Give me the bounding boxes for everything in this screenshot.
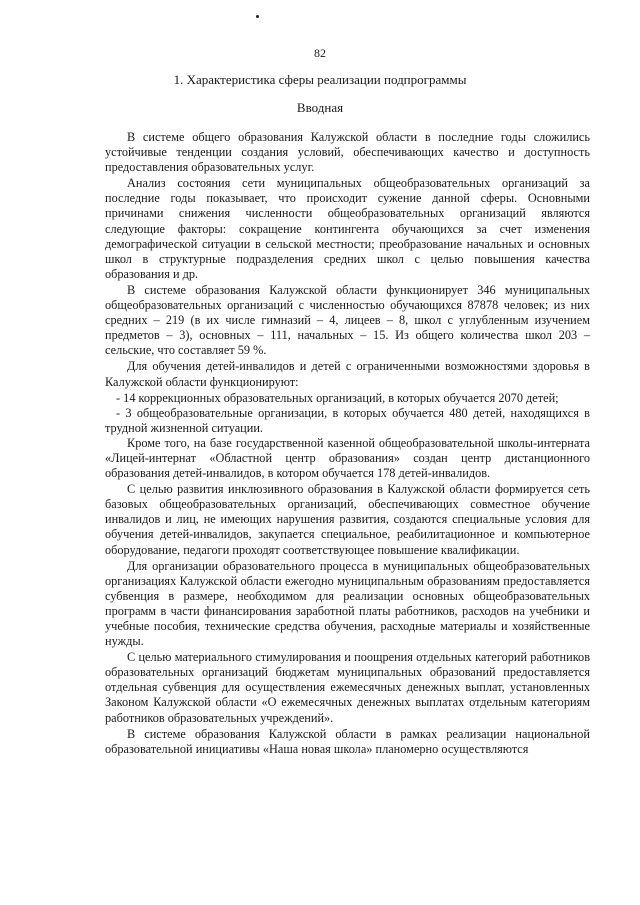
body-text [105,130,590,757]
list-item: - 14 коррекционных образовательных организаций, в которых обучается 2070 детей; [116,390,559,405]
paragraph: В системе образования Калужской области функционирует 346 муниципальных общеобразовательных организаций с численностью обучающихся 87878 человек; из них средних – 219 (в их числе гимназий – 4, лицеев – 8, школ с углубленным изучением предметов – 3), основных – 111, начальных – 15. Из общего количества школ 203 – сельские, что составляет 59 %. [105,282,590,358]
paragraph: С целью материального стимулирования и поощрения отдельных категорий работников образовательных организаций бюджетам муниципальных образований предоставляется отдельная субвенция для осуществления ежемесячных денежных выплат, установленных Законом Калужской области «О ежемесячных денежных выплатах отдельным категориям работников образовательных учреждений». [105,650,590,725]
paragraph: Анализ состояния сети муниципальных общеобразовательных организаций за последние годы показывает, что происходит сужение данной сферы. Основными причинами снижения численности общеобразовательных организаций являются следующие факторы: сокращение контингента обучающихся за счет изменения демографической ситуации в сельской местности; преобразование начальных и основных школ в структурные подразделения средних школ с целью повышения качества образования и др. [105,176,590,281]
page-number: 82 [314,46,326,60]
paragraph: Кроме того, на базе государственной казенной общеобразовательной школы-интерната «Лицей-интернат «Областной центр образования» создан центр дистанционного образования детей-инвалидов, в котором обучается 178 детей-инвалидов. [105,435,590,481]
list-item: - 3 общеобразовательные организации, в которых обучается 480 детей, находящихся в трудной жизненной ситуации. [105,405,590,435]
paragraph: В системе общего образования Калужской области в последние годы сложились устойчивые тенденции создания условий, обеспечивающих качество и доступность предоставления образовательных услуг. [105,130,590,175]
scan-speck [256,15,259,18]
section-subheading: Вводная [296,100,344,115]
paragraph: Для организации образовательного процесса в муниципальных общеобразовательных организациях Калужской области ежегодно муниципальным образованиям предоставляется субвенция в размере, необходимом для реализации основных общеобразовательных программ в части финансирования заработной платы работников, расходов на учебники и учебные пособия, технические средства обучения, расходные материалы и хозяйственные нужды. [105,558,590,649]
paragraph: Для обучения детей-инвалидов и детей с ограниченными возможностями здоровья в Калужской области функционируют: [105,359,590,389]
section-heading: 1. Характеристика сферы реализации подпрограммы [173,72,467,87]
paragraph: С целью развития инклюзивного образования в Калужской области формируется сеть базовых общеобразовательных организаций, обеспечивающих совместное обучение инвалидов и лиц, не имеющих нарушения развития, создаются специальные условия для обучения детей-инвалидов, закупается специальное, реабилитационное и компьютерное оборудование, педагоги проходят соответствующее повышение квалификации. [105,482,590,557]
paragraph: В системе образования Калужской области в рамках реализации национальной образовательной инициативы «Наша новая школа» планомерно осуществляются [105,726,590,756]
